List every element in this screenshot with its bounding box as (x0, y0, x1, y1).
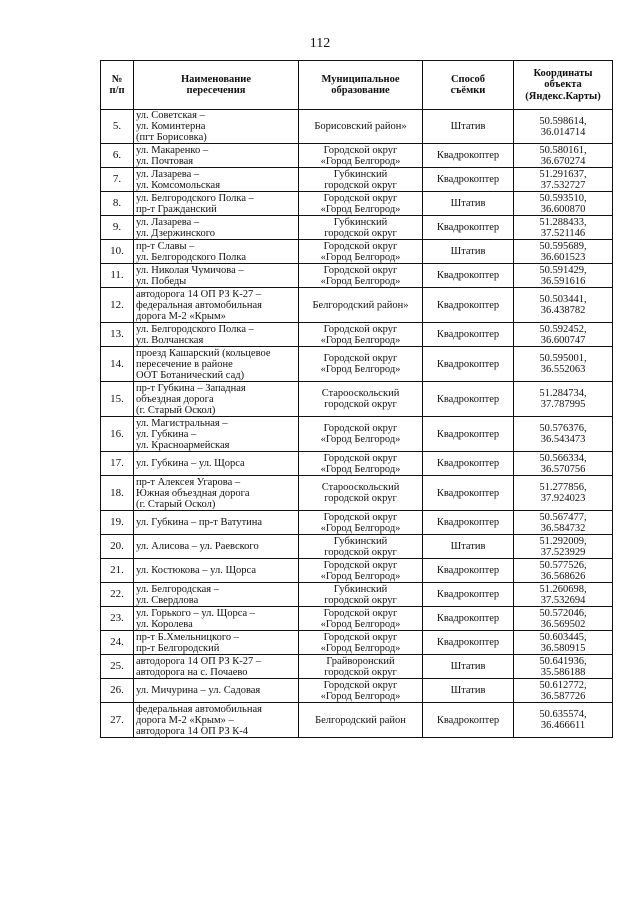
text-line: 36.601523 (540, 251, 586, 263)
text-line: 36.466611 (540, 720, 586, 731)
row-number-cell: 26. (101, 679, 134, 703)
table-row (101, 452, 613, 476)
text-line: дорога М-2 «Крым» (136, 310, 226, 322)
text-line: Координаты (533, 67, 593, 79)
coordinates-cell (514, 216, 613, 240)
survey-method-cell: Квадрокоптер (423, 703, 514, 738)
coordinates-cell (514, 417, 613, 452)
text-line: «Город Белгород» (320, 251, 401, 263)
row-number-cell: 5. (101, 110, 134, 144)
text-line: дорога М-2 «Крым» – (136, 714, 234, 726)
text-line: Городской округ (323, 264, 398, 276)
text-line: ул. Магистральная – (136, 417, 228, 429)
text-line: 50.566334, (539, 452, 587, 464)
table-row (101, 655, 613, 679)
row-number-cell: 6. (101, 144, 134, 168)
table-row (101, 288, 613, 323)
coordinates-cell (514, 240, 613, 264)
coordinates-cell (514, 264, 613, 288)
table-row (101, 703, 613, 738)
coordinates-cell (514, 323, 613, 347)
row-number-cell: 19. (101, 511, 134, 535)
row-number-cell: 23. (101, 607, 134, 631)
text-line: 50.635574, (539, 709, 587, 720)
text-line: городской округ (324, 594, 397, 606)
text-line: федеральная автомобильная (136, 703, 262, 715)
text-line: 36.552063 (540, 364, 586, 375)
text-line: ул. Королева (136, 618, 193, 630)
table-row (101, 535, 613, 559)
row-number-cell: 18. (101, 476, 134, 511)
municipality-cell (299, 417, 423, 452)
text-line: (г. Старый Оскол) (136, 498, 216, 510)
intersection-name-cell (134, 631, 299, 655)
text-line: ул. Дзержинского (136, 227, 216, 239)
text-line: Городской округ (323, 323, 398, 335)
table-row (101, 192, 613, 216)
survey-method-cell: Квадрокоптер (423, 417, 514, 452)
municipality-cell (299, 703, 423, 738)
table-row (101, 347, 613, 382)
text-line: 36.591616 (540, 275, 586, 287)
survey-method-cell: Штатив (423, 110, 514, 144)
text-line: 37.924023 (540, 493, 586, 504)
text-line: «Город Белгород» (320, 364, 401, 375)
text-line: 51.292009, (539, 535, 587, 547)
text-line: 50.580161, (539, 144, 587, 156)
intersection-name-cell (134, 216, 299, 240)
text-line: ул. Победы (136, 275, 187, 287)
text-line: пр-т Губкина – Западная (136, 382, 246, 394)
text-line: «Город Белгород» (320, 463, 401, 475)
survey-method-cell: Квадрокоптер (423, 382, 514, 417)
survey-method-cell: Квадрокоптер (423, 511, 514, 535)
text-line: 50.598614, (539, 115, 587, 127)
text-line: п/п (109, 85, 125, 96)
text-line: пересечение в районе (136, 358, 233, 370)
intersection-name-cell (134, 703, 299, 738)
text-line: Городской округ (323, 607, 398, 619)
table-row (101, 631, 613, 655)
coordinates-cell (514, 559, 613, 583)
intersection-name-cell (134, 583, 299, 607)
table-body (101, 110, 613, 738)
municipality-cell (299, 583, 423, 607)
text-line: ООТ Ботанический сад) (136, 369, 245, 381)
text-line: 37.787995 (540, 399, 586, 410)
municipality-cell (299, 110, 423, 144)
coordinates-cell (514, 110, 613, 144)
survey-method-cell: Квадрокоптер (423, 631, 514, 655)
text-line: автодорога на с. Почаево (136, 666, 248, 678)
text-line: Способ (450, 73, 486, 85)
row-number-cell: 25. (101, 655, 134, 679)
text-line: городской округ (324, 666, 397, 678)
text-line: ул. Губкина – ул. Щорса (136, 458, 245, 469)
text-line: 50.603445, (539, 631, 587, 643)
text-line: 36.600870 (540, 203, 586, 215)
table-row (101, 679, 613, 703)
text-line: 37.523929 (540, 546, 586, 558)
text-line: «Город Белгород» (320, 334, 401, 346)
text-line: (г. Старый Оскол) (136, 404, 216, 416)
text-line: Губкинский (333, 168, 388, 180)
municipality-cell (299, 607, 423, 631)
survey-method-cell: Квадрокоптер (423, 559, 514, 583)
text-line: 50.595001, (539, 353, 587, 364)
text-line: 36.584732 (540, 522, 586, 534)
text-line: проезд Кашарский (кольцевое (136, 347, 271, 359)
text-line: Городской округ (323, 144, 398, 156)
coordinates-cell (514, 655, 613, 679)
table-row (101, 216, 613, 240)
municipality-cell (299, 288, 423, 323)
survey-method-cell: Штатив (423, 655, 514, 679)
intersection-name-cell (134, 347, 299, 382)
survey-method-cell: Квадрокоптер (423, 288, 514, 323)
text-line: городской округ (324, 546, 397, 558)
intersection-name-cell (134, 240, 299, 264)
text-line: 36.670274 (540, 155, 586, 167)
text-line: Городской округ (323, 423, 398, 434)
text-line: Борисовский район» (314, 121, 407, 132)
text-line: 50.576376, (539, 423, 587, 434)
municipality-cell (299, 679, 423, 703)
text-line: 50.591429, (539, 264, 587, 276)
header-method (423, 61, 514, 110)
row-number-cell: 20. (101, 535, 134, 559)
text-line: Муниципальное (321, 73, 400, 85)
row-number-cell: 10. (101, 240, 134, 264)
text-line: 36.438782 (540, 305, 586, 316)
intersection-name-cell (134, 110, 299, 144)
intersection-name-cell (134, 559, 299, 583)
text-line: Городской округ (323, 511, 398, 523)
table-row (101, 511, 613, 535)
text-line: объекта (544, 79, 582, 91)
text-line: образование (331, 85, 390, 96)
table-row (101, 144, 613, 168)
coordinates-cell (514, 476, 613, 511)
coordinates-cell (514, 192, 613, 216)
row-number-cell: 27. (101, 703, 134, 738)
text-line: Городской округ (323, 452, 398, 464)
text-line: пересечения (186, 85, 246, 96)
municipality-cell (299, 655, 423, 679)
intersection-name-cell (134, 607, 299, 631)
text-line: 36.569502 (540, 618, 586, 630)
survey-method-cell: Квадрокоптер (423, 168, 514, 192)
text-line: ул. Белгородского Полка – (136, 323, 254, 335)
survey-method-cell: Квадрокоптер (423, 452, 514, 476)
survey-method-cell: Квадрокоптер (423, 216, 514, 240)
text-line: пр-т Алексея Угарова – (136, 476, 241, 488)
text-line: Южная объездная дорога (136, 487, 250, 499)
intersection-name-cell (134, 144, 299, 168)
survey-method-cell: Штатив (423, 679, 514, 703)
row-number-cell: 13. (101, 323, 134, 347)
text-line: ул. Горького – ул. Щорса – (136, 607, 256, 619)
text-line: Наименование (181, 73, 251, 85)
municipality-cell (299, 144, 423, 168)
header-name (134, 61, 299, 110)
row-number-cell: 8. (101, 192, 134, 216)
text-line: Городской округ (323, 192, 398, 204)
text-line: 36.568626 (540, 570, 586, 582)
table-header-row (101, 61, 613, 110)
intersection-name-cell (134, 476, 299, 511)
text-line: 35.586188 (540, 666, 586, 678)
municipality-cell (299, 535, 423, 559)
municipality-cell (299, 264, 423, 288)
header-coords (514, 61, 613, 110)
text-line: пр-т Б.Хмельницкого – (136, 631, 239, 643)
survey-method-cell: Квадрокоптер (423, 583, 514, 607)
intersection-name-cell (134, 288, 299, 323)
municipality-cell (299, 476, 423, 511)
text-line: 50.593510, (539, 192, 587, 204)
row-number-cell: 24. (101, 631, 134, 655)
text-line: городской округ (324, 179, 397, 191)
text-line: 37.532727 (540, 179, 586, 191)
row-number-cell: 9. (101, 216, 134, 240)
text-line: «Город Белгород» (320, 522, 401, 534)
table-row (101, 559, 613, 583)
row-number-cell: 11. (101, 264, 134, 288)
text-line: автодорога 14 ОП РЗ К-4 (136, 725, 248, 737)
row-number-cell: 12. (101, 288, 134, 323)
text-line: городской округ (324, 493, 397, 504)
municipality-cell (299, 168, 423, 192)
text-line: Городской округ (323, 559, 398, 571)
intersection-name-cell (134, 382, 299, 417)
text-line: «Город Белгород» (320, 203, 401, 215)
intersection-name-cell (134, 535, 299, 559)
coordinates-cell (514, 144, 613, 168)
coordinates-cell (514, 607, 613, 631)
text-line: 50.612772, (539, 679, 587, 691)
municipality-cell (299, 323, 423, 347)
row-number-cell: 21. (101, 559, 134, 583)
text-line: «Город Белгород» (320, 618, 401, 630)
intersection-name-cell (134, 323, 299, 347)
table-row (101, 607, 613, 631)
text-line: Белгородский район (315, 714, 406, 726)
text-line: ул. Свердлова (136, 594, 199, 606)
intersection-name-cell (134, 452, 299, 476)
text-line: «Город Белгород» (320, 570, 401, 582)
text-line: ул. Белгородского Полка – (136, 192, 254, 204)
coordinates-cell (514, 679, 613, 703)
text-line: 50.595689, (539, 240, 587, 252)
table-row (101, 240, 613, 264)
coordinates-cell (514, 631, 613, 655)
text-line: «Город Белгород» (320, 434, 401, 445)
coordinates-cell (514, 288, 613, 323)
table-row (101, 583, 613, 607)
text-line: Губкинский (333, 535, 388, 547)
intersection-name-cell (134, 511, 299, 535)
text-line: Белгородский район» (312, 299, 409, 311)
municipality-cell (299, 452, 423, 476)
text-line: «Город Белгород» (320, 155, 401, 167)
text-line: ул. Алисова – ул. Раевского (136, 541, 259, 552)
municipality-cell (299, 192, 423, 216)
header-municipality (299, 61, 423, 110)
coordinates-cell (514, 703, 613, 738)
intersection-name-cell (134, 264, 299, 288)
text-line: ул. Макаренко – (136, 144, 209, 156)
text-line: «Город Белгород» (320, 275, 401, 287)
row-number-cell: 22. (101, 583, 134, 607)
text-line: 50.592452, (539, 323, 587, 335)
municipality-cell (299, 382, 423, 417)
survey-method-cell: Квадрокоптер (423, 144, 514, 168)
text-line: (Яндекс.Карты) (525, 90, 601, 102)
text-line: Грайворонский (326, 655, 395, 667)
text-line: 51.288433, (539, 216, 587, 228)
text-line: ул. Лазарева – (136, 216, 200, 228)
text-line: ул. Губкина – пр-т Ватутина (136, 517, 263, 528)
intersection-name-cell (134, 192, 299, 216)
text-line: 50.641936, (539, 655, 587, 667)
text-line: ул. Белгородского Полка (136, 251, 246, 263)
table-row (101, 264, 613, 288)
text-line: ул. Советская – (136, 110, 205, 121)
text-line: ул. Костюкова – ул. Щорса (136, 565, 256, 576)
coordinates-cell (514, 535, 613, 559)
survey-method-cell: Квадрокоптер (423, 264, 514, 288)
text-line: 36.587726 (540, 690, 586, 702)
survey-method-cell: Штатив (423, 192, 514, 216)
row-number-cell: 7. (101, 168, 134, 192)
text-line: ул. Лазарева – (136, 168, 200, 180)
survey-method-cell: Квадрокоптер (423, 476, 514, 511)
text-line: съёмки (450, 85, 486, 96)
text-line: «Город Белгород» (320, 642, 401, 654)
table-row (101, 323, 613, 347)
text-line: Старооскольский (321, 388, 400, 399)
text-line: ул. Почтовая (136, 155, 194, 167)
text-line: 37.521146 (540, 227, 586, 239)
row-number-cell: 16. (101, 417, 134, 452)
text-line: городской округ (324, 227, 397, 239)
text-line: (пгт Борисовка) (136, 132, 207, 143)
table-row (101, 168, 613, 192)
survey-method-cell: Квадрокоптер (423, 347, 514, 382)
text-line: ул. Мичурина – ул. Садовая (136, 685, 261, 696)
text-line: Городской округ (323, 679, 398, 691)
table-row (101, 476, 613, 511)
text-line: автодорога 14 ОП РЗ К-27 – (136, 655, 262, 667)
text-line: Старооскольский (321, 482, 400, 493)
text-line: 50.577526, (539, 559, 587, 571)
text-line: ул. Коминтерна (136, 121, 206, 132)
coordinates-cell (514, 382, 613, 417)
intersections-table (100, 60, 613, 738)
text-line: городской округ (324, 399, 397, 410)
municipality-cell (299, 511, 423, 535)
municipality-cell (299, 631, 423, 655)
text-line: ул. Николая Чумичова – (136, 264, 244, 276)
text-line: 51.260698, (539, 583, 587, 595)
text-line: «Город Белгород» (320, 690, 401, 702)
text-line: № (111, 73, 123, 85)
coordinates-cell (514, 511, 613, 535)
table-row (101, 382, 613, 417)
text-line: 36.600747 (540, 334, 586, 346)
text-line: федеральная автомобильная (136, 299, 262, 311)
coordinates-cell (514, 452, 613, 476)
text-line: 50.503441, (539, 294, 587, 305)
text-line: ул. Волчанская (136, 334, 204, 346)
municipality-cell (299, 240, 423, 264)
text-line: 36.543473 (540, 434, 586, 445)
text-line: 37.532694 (540, 594, 586, 606)
intersection-name-cell (134, 655, 299, 679)
text-line: Городской округ (323, 353, 398, 364)
row-number-cell: 14. (101, 347, 134, 382)
text-line: пр-т Белгородский (136, 642, 220, 654)
text-line: Городской округ (323, 631, 398, 643)
text-line: пр-т Гражданский (136, 203, 217, 215)
survey-method-cell: Штатив (423, 535, 514, 559)
text-line: ул. Комсомольская (136, 179, 221, 191)
page-number: 112 (309, 36, 331, 51)
text-line: Городской округ (323, 240, 398, 252)
survey-method-cell: Квадрокоптер (423, 607, 514, 631)
survey-method-cell: Квадрокоптер (423, 323, 514, 347)
text-line: 51.277856, (539, 482, 587, 493)
municipality-cell (299, 216, 423, 240)
text-line: 36.014714 (540, 126, 586, 138)
text-line: 50.567477, (539, 511, 587, 523)
municipality-cell (299, 559, 423, 583)
row-number-cell: 17. (101, 452, 134, 476)
text-line: ул. Белгородская – (136, 583, 220, 595)
text-line: 51.284734, (539, 388, 587, 399)
text-line: 36.570756 (540, 463, 586, 475)
text-line: 36.580915 (540, 642, 586, 654)
survey-method-cell: Штатив (423, 240, 514, 264)
table-row (101, 417, 613, 452)
intersection-name-cell (134, 417, 299, 452)
text-line: 50.572046, (539, 607, 587, 619)
row-number-cell: 15. (101, 382, 134, 417)
text-line: пр-т Славы – (136, 240, 195, 252)
text-line: автодорога 14 ОП РЗ К-27 – (136, 288, 262, 300)
text-line: Губкинский (333, 216, 388, 228)
municipality-cell (299, 347, 423, 382)
text-line: ул. Красноармейская (136, 439, 230, 451)
text-line: ул. Губкина – (136, 428, 197, 440)
coordinates-cell (514, 168, 613, 192)
text-line: 51.291637, (539, 168, 587, 180)
coordinates-cell (514, 347, 613, 382)
intersection-name-cell (134, 168, 299, 192)
table-row (101, 110, 613, 144)
coordinates-cell (514, 583, 613, 607)
text-line: Губкинский (333, 583, 388, 595)
header-num (101, 61, 134, 110)
intersection-name-cell (134, 679, 299, 703)
text-line: объездная дорога (136, 393, 214, 405)
